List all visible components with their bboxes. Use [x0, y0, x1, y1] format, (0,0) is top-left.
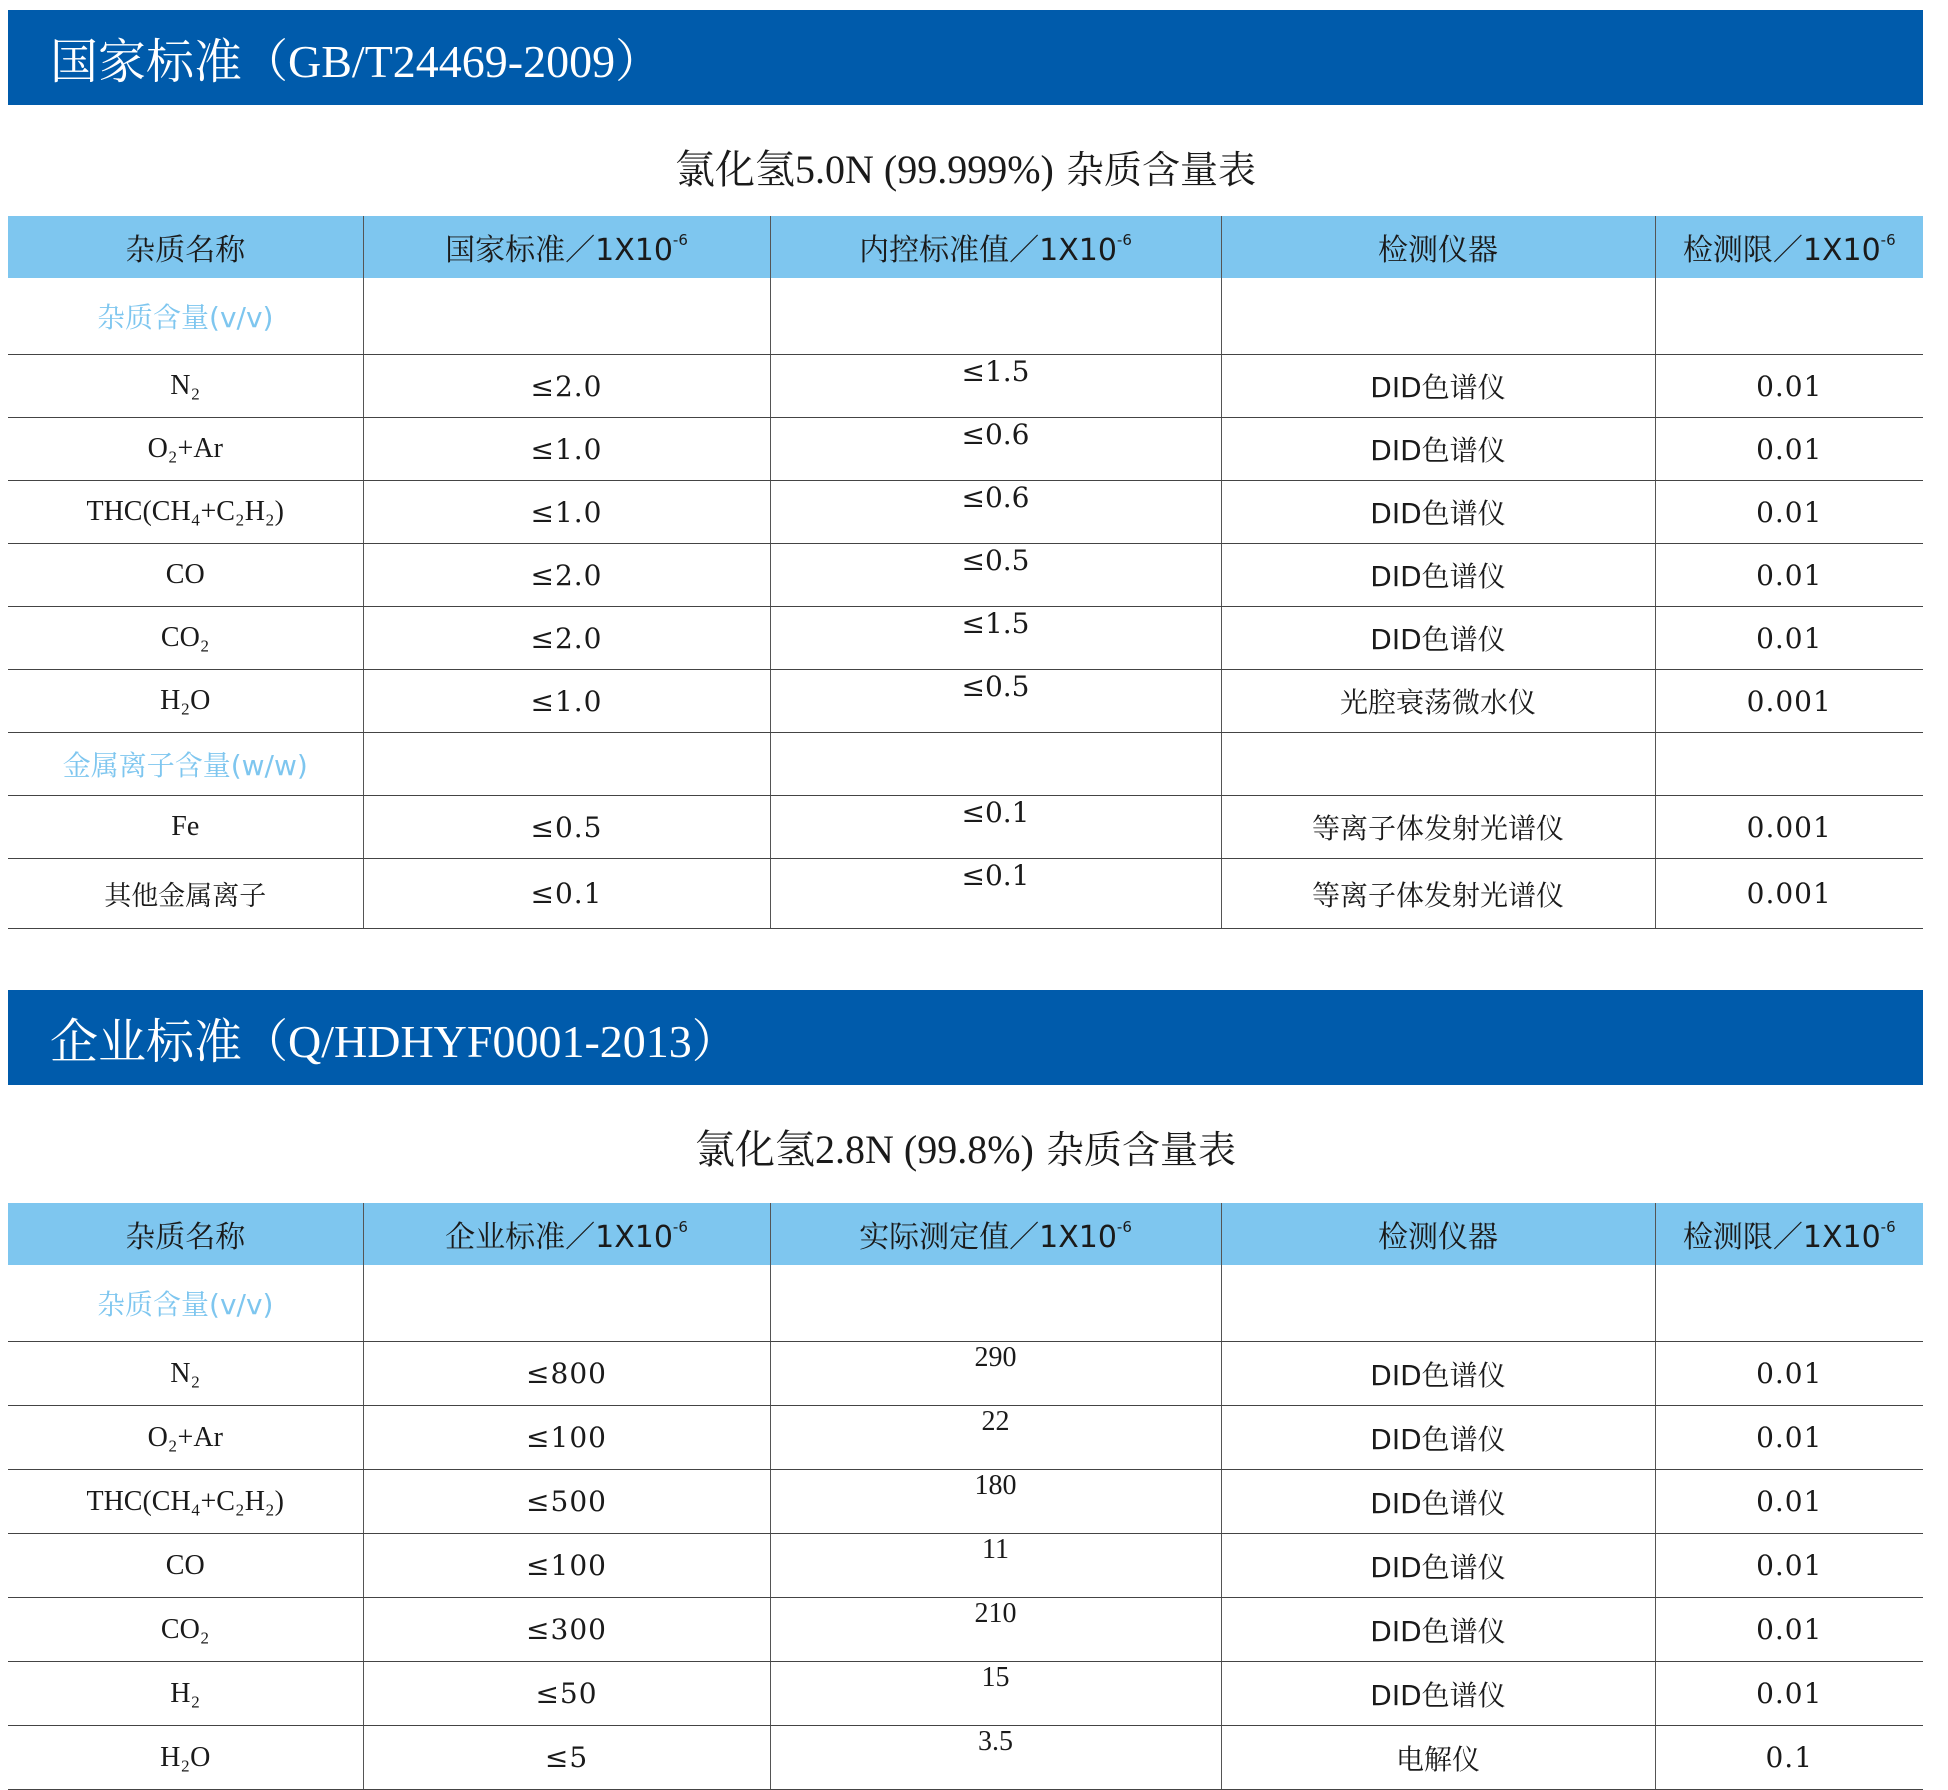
national-standard-banner [8, 10, 1923, 105]
table-row [8, 796, 1923, 859]
standard-value: ≤1.0 [363, 481, 770, 544]
header-impurity-name: 杂质名称 [8, 216, 363, 278]
impurity-name: O₂+Ar [8, 418, 363, 481]
control-value: ≤0.5 [770, 544, 1221, 607]
detection-limit: 0.01 [1655, 1342, 1923, 1406]
header-national-standard: 国家标准$/1X10^{-6}$ [363, 216, 770, 278]
table-row [8, 1470, 1923, 1534]
control-value: ≤1.5 [770, 355, 1221, 418]
standard-value: ≤0.5 [363, 796, 770, 859]
table-row [8, 355, 1923, 418]
instrument: 等离子体发射光谱仪 [1221, 859, 1655, 929]
table-row [8, 670, 1923, 733]
detection-limit: 0.1 [1655, 1726, 1923, 1790]
header-detection-limit: 检测限$/1X10^{-6}$ [1655, 216, 1923, 278]
measured-value: 11 [770, 1534, 1221, 1598]
standard-value: ≤1.0 [363, 418, 770, 481]
impurity-name: H₂O [8, 670, 363, 733]
category-label: 金属离子含量(w/w) [8, 733, 363, 796]
standard-value: ≤300 [363, 1598, 770, 1662]
standard-value: ≤1.0 [363, 670, 770, 733]
impurity-name: H₂ [8, 1662, 363, 1726]
table-row [8, 1406, 1923, 1470]
enterprise-standard-banner [8, 990, 1923, 1085]
detection-limit: 0.01 [1655, 1534, 1923, 1598]
impurity-table-enterprise [8, 1203, 1923, 1790]
measured-value: 210 [770, 1598, 1221, 1662]
table-title [8, 138, 1923, 195]
impurity-name: THC(CH₄+C₂H₂) [8, 1470, 363, 1534]
detection-limit: 0.01 [1655, 1598, 1923, 1662]
banner-title: 国家标准 [50, 34, 243, 90]
table-row [8, 418, 1923, 481]
detection-limit: 0.01 [1655, 355, 1923, 418]
measured-value: 15 [770, 1662, 1221, 1726]
category-row [8, 733, 1923, 796]
header-internal-control: 内控标准值$/1X10^{-6}$ [770, 216, 1221, 278]
instrument: 光腔衰荡微水仪 [1221, 670, 1655, 733]
impurity-name: CO [8, 544, 363, 607]
impurity-name: 其他金属离子 [8, 859, 363, 929]
detection-limit: 0.001 [1655, 796, 1923, 859]
instrument: DID色谱仪 [1221, 1342, 1655, 1406]
table-row [8, 1342, 1923, 1406]
measured-value: 290 [770, 1342, 1221, 1406]
category-label: 杂质含量(v/v) [8, 278, 363, 355]
detection-limit: 0.01 [1655, 1662, 1923, 1726]
impurity-name: H₂O [8, 1726, 363, 1790]
table-row [8, 1598, 1923, 1662]
detection-limit: 0.01 [1655, 607, 1923, 670]
standard-value: ≤100 [363, 1406, 770, 1470]
impurity-name: CO₂ [8, 1598, 363, 1662]
detection-limit: 0.01 [1655, 544, 1923, 607]
standard-value: ≤800 [363, 1342, 770, 1406]
control-value: ≤0.6 [770, 481, 1221, 544]
standard-value: ≤50 [363, 1662, 770, 1726]
impurity-name: Fe [8, 796, 363, 859]
instrument: DID色谱仪 [1221, 1534, 1655, 1598]
control-value: ≤0.5 [770, 670, 1221, 733]
instrument: DID色谱仪 [1221, 607, 1655, 670]
instrument: DID色谱仪 [1221, 544, 1655, 607]
header-detection-limit: 检测限$/1X10^{-6}$ [1655, 1203, 1923, 1265]
table-row [8, 1534, 1923, 1598]
header-instrument: 检测仪器 [1221, 216, 1655, 278]
table-row [8, 481, 1923, 544]
measured-value: 22 [770, 1406, 1221, 1470]
control-value: ≤0.1 [770, 796, 1221, 859]
instrument: DID色谱仪 [1221, 355, 1655, 418]
table-row [8, 1662, 1923, 1726]
category-row [8, 278, 1923, 355]
instrument: DID色谱仪 [1221, 1662, 1655, 1726]
detection-limit: 0.01 [1655, 1406, 1923, 1470]
impurity-name: N₂ [8, 355, 363, 418]
table-title [8, 1118, 1923, 1175]
standard-value: ≤100 [363, 1534, 770, 1598]
detection-limit: 0.01 [1655, 481, 1923, 544]
category-label: 杂质含量(v/v) [8, 1265, 363, 1342]
measured-value: 180 [770, 1470, 1221, 1534]
table-title-suffix: 杂质含量表 [1053, 148, 1256, 192]
instrument: DID色谱仪 [1221, 1598, 1655, 1662]
impurity-name: CO [8, 1534, 363, 1598]
impurity-name: N₂ [8, 1342, 363, 1406]
control-value: ≤0.6 [770, 418, 1221, 481]
table-row [8, 859, 1923, 929]
detection-limit: 0.01 [1655, 1470, 1923, 1534]
banner-standard-code: （Q/HDHYF0001-2013） [242, 1015, 738, 1067]
instrument: DID色谱仪 [1221, 1470, 1655, 1534]
banner-standard-code: （GB/T24469-2009） [242, 35, 662, 87]
instrument: 等离子体发射光谱仪 [1221, 796, 1655, 859]
control-value: ≤1.5 [770, 607, 1221, 670]
control-value: ≤0.1 [770, 859, 1221, 929]
impurity-name: O₂+Ar [8, 1406, 363, 1470]
measured-value: 3.5 [770, 1726, 1221, 1790]
header-enterprise-standard: 企业标准$/1X10^{-6}$ [363, 1203, 770, 1265]
table-title-product: 氯化氢5.0N (99.999%) [675, 147, 1054, 192]
impurity-name: CO₂ [8, 607, 363, 670]
standard-value: ≤2.0 [363, 544, 770, 607]
table-row [8, 607, 1923, 670]
detection-limit: 0.01 [1655, 418, 1923, 481]
table-title-suffix: 杂质含量表 [1033, 1128, 1236, 1172]
standard-value: ≤0.1 [363, 859, 770, 929]
header-instrument: 检测仪器 [1221, 1203, 1655, 1265]
detection-limit: 0.001 [1655, 670, 1923, 733]
impurity-name: THC(CH₄+C₂H₂) [8, 481, 363, 544]
standard-value: ≤500 [363, 1470, 770, 1534]
impurity-table-national [8, 216, 1923, 929]
table-row [8, 544, 1923, 607]
detection-limit: 0.001 [1655, 859, 1923, 929]
standard-value: ≤2.0 [363, 355, 770, 418]
standard-value: ≤5 [363, 1726, 770, 1790]
header-measured-value: 实际测定值$/1X10^{-6}$ [770, 1203, 1221, 1265]
instrument: DID色谱仪 [1221, 481, 1655, 544]
instrument: 电解仪 [1221, 1726, 1655, 1790]
table-header-row [8, 1203, 1923, 1265]
table-title-product: 氯化氢2.8N (99.8%) [695, 1127, 1034, 1172]
banner-title: 企业标准 [50, 1014, 243, 1070]
header-impurity-name: 杂质名称 [8, 1203, 363, 1265]
instrument: DID色谱仪 [1221, 418, 1655, 481]
table-row [8, 1726, 1923, 1790]
instrument: DID色谱仪 [1221, 1406, 1655, 1470]
standard-value: ≤2.0 [363, 607, 770, 670]
table-header-row [8, 216, 1923, 278]
category-row [8, 1265, 1923, 1342]
